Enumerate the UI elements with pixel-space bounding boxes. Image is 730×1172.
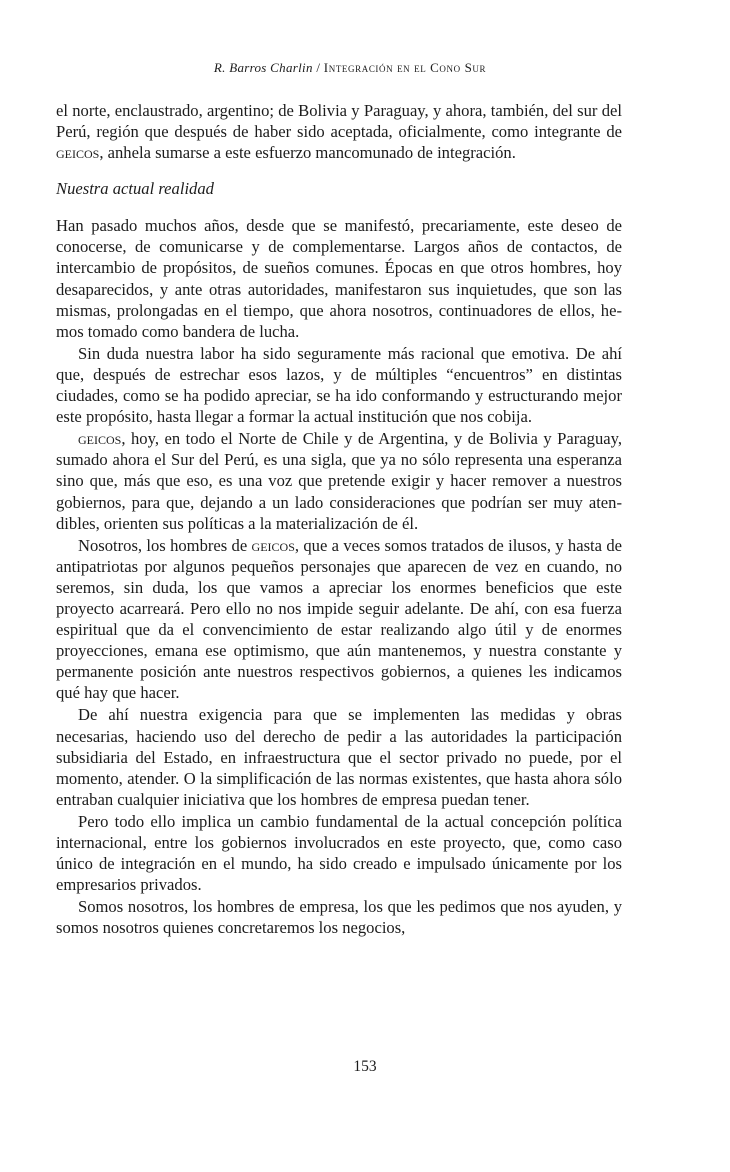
running-head: [78, 60, 622, 78]
acronym: geicos: [56, 143, 100, 163]
paragraph: [56, 215, 622, 342]
paragraph: [56, 704, 622, 809]
running-head-author: R. Barros Charlin: [213, 60, 313, 75]
acronym: geicos: [251, 535, 295, 555]
paragraph-text: , anhela sumarse a este esfuerzo mancomunado de integración.: [99, 143, 516, 163]
paragraph: [56, 535, 622, 704]
paragraph: [56, 343, 622, 427]
paragraph-text: Sin duda nuestra labor ha sido seguramente más racional que emotiva. De ahí que, después de estrechar esos lazos, y de múltiples “encuentros” en distintas ciudades, como se ha podido apreciar, se ha ido conformando y estructurando mejor este propósito, hasta llegar a formar la actual institución que nos cobija.: [56, 343, 622, 427]
acronym: geicos: [78, 429, 122, 449]
paragraph-text: , que a veces somos tratados de ilusos, y hasta de antipatriotas por algunos pequeños personajes que aparecen de vez en cuando, no seremos, sin duda, los que vamos a apreciar los enormes beneficios que este proyecto acarreará. Pero ello no nos impide seguir adelante. De ahí, con esa fuerza espiritual que da el convencimiento de estar realizando algo útil y de enormes proyecciones, emana ese optimismo, que aún mantenemos, y nuestra constante y permanente posición ante nuestros respectivos gobiernos, a quienes les indicamos qué hay que hacer.: [56, 535, 622, 703]
paragraph: [56, 896, 622, 938]
paragraph-text: Somos nosotros, los hombres de empresa, los que les pedimos que nos ayuden, y somos nosotros quienes concretaremos los negocios,: [56, 897, 622, 938]
paragraph: [56, 428, 622, 533]
paragraph-text: el norte, enclaustrado, argentino; de Bolivia y Paraguay, y ahora, también, del sur del Perú, región que después de haber sido aceptada, oficialmente, como integrante de: [56, 101, 622, 142]
paragraph-text: Nosotros, los hombres de: [78, 535, 252, 555]
book-page: [56, 60, 622, 938]
running-head-separator: /: [316, 60, 321, 75]
paragraph-text: , hoy, en todo el Norte de Chile y de Argentina, y de Bolivia y Paraguay, sumado ahora el Sur del Perú, es una sigla, que ya no sólo representa una esperanza sino que, más que eso, es una voz que pretende exigir y hacer remover a nuestros gobiernos, para que, dejando a un lado consideraciones que podrían ser muy atendibles, orienten sus políticas a la materialización de él.: [56, 429, 622, 533]
paragraph-text: Pero todo ello implica un cambio fundamental de la actual concepción política internacional, entre los gobiernos involucrados en este proyecto, que, como caso único de integración en el mundo, ha sido creado e impulsado únicamente por los empresarios privados.: [56, 811, 622, 895]
paragraph-text: De ahí nuestra exigencia para que se implementen las medidas y obras necesarias, haciendo uso del derecho de pedir a las autoridades la participación subsidiaria del Estado, en infraestructura que el sector privado no puede, por el momento, atender. O la simplificación de las normas existentes, que hasta ahora sólo entraban cualquier iniciativa que los hombres de empresa puedan tener.: [56, 705, 622, 809]
section-heading: Nuestra actual realidad: [56, 179, 214, 199]
paragraph: [56, 811, 622, 895]
paragraph-text: Han pasado muchos años, desde que se manifestó, precariamente, este deseo de conocerse, de comunicarse y de complementarse. Largos años de contactos, de intercambio de propósitos, de sueños comunes. Épocas en que otros hombres, hoy desaparecidos, y ante otras autoridades, manifestaron sus inquietudes, que son las mismas, prolongadas en el tiempo, que ahora nosotros, continuadores de ellos, hemos tomado como bandera de lucha.: [56, 216, 622, 341]
paragraph: [56, 100, 622, 163]
running-head-title: Integración en el Cono Sur: [323, 60, 487, 75]
page-number: 153: [353, 1058, 377, 1075]
